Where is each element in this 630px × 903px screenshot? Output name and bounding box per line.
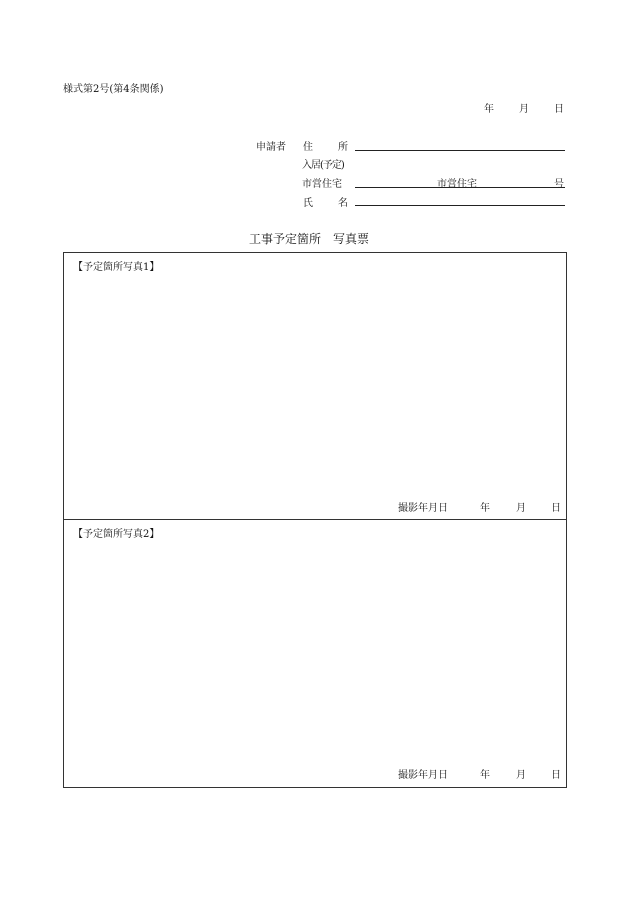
- name-line[interactable]: [355, 205, 565, 206]
- photo-1-month: 月: [516, 503, 526, 514]
- photo-1-year: 年: [480, 503, 490, 514]
- photo-1-day: 日: [551, 503, 561, 514]
- housing-label: 市営住宅: [302, 179, 342, 190]
- photo-box-2[interactable]: [63, 519, 567, 788]
- photo-2-day: 日: [551, 770, 561, 781]
- move-in-label: 入居(予定): [302, 160, 344, 171]
- photo-box-2-label: 【予定箇所写真2】: [73, 529, 160, 540]
- date-year: 年: [484, 104, 494, 115]
- photo-1-shoot-date-label: 撮影年月日: [398, 503, 448, 514]
- date-day: 日: [554, 104, 564, 115]
- name-label-1: 氏: [303, 198, 313, 209]
- page-title: 工事予定箇所 写真票: [249, 232, 370, 246]
- address-label-2: 所: [338, 142, 348, 153]
- address-line[interactable]: [355, 150, 565, 151]
- applicant-role-label: 申請者: [256, 142, 286, 153]
- housing-number-suffix: 号: [554, 179, 564, 190]
- date-month: 月: [519, 104, 529, 115]
- address-label-1: 住: [303, 142, 313, 153]
- photo-2-shoot-date-label: 撮影年月日: [398, 770, 448, 781]
- housing-line[interactable]: [355, 187, 565, 188]
- photo-box-1-label: 【予定箇所写真1】: [73, 262, 160, 273]
- photo-2-year: 年: [480, 770, 490, 781]
- name-label-2: 名: [338, 198, 348, 209]
- form-number: 様式第2号(第4条関係): [63, 84, 164, 95]
- photo-2-month: 月: [516, 770, 526, 781]
- photo-box-1[interactable]: [63, 252, 567, 520]
- housing-name: 市営住宅: [437, 179, 477, 190]
